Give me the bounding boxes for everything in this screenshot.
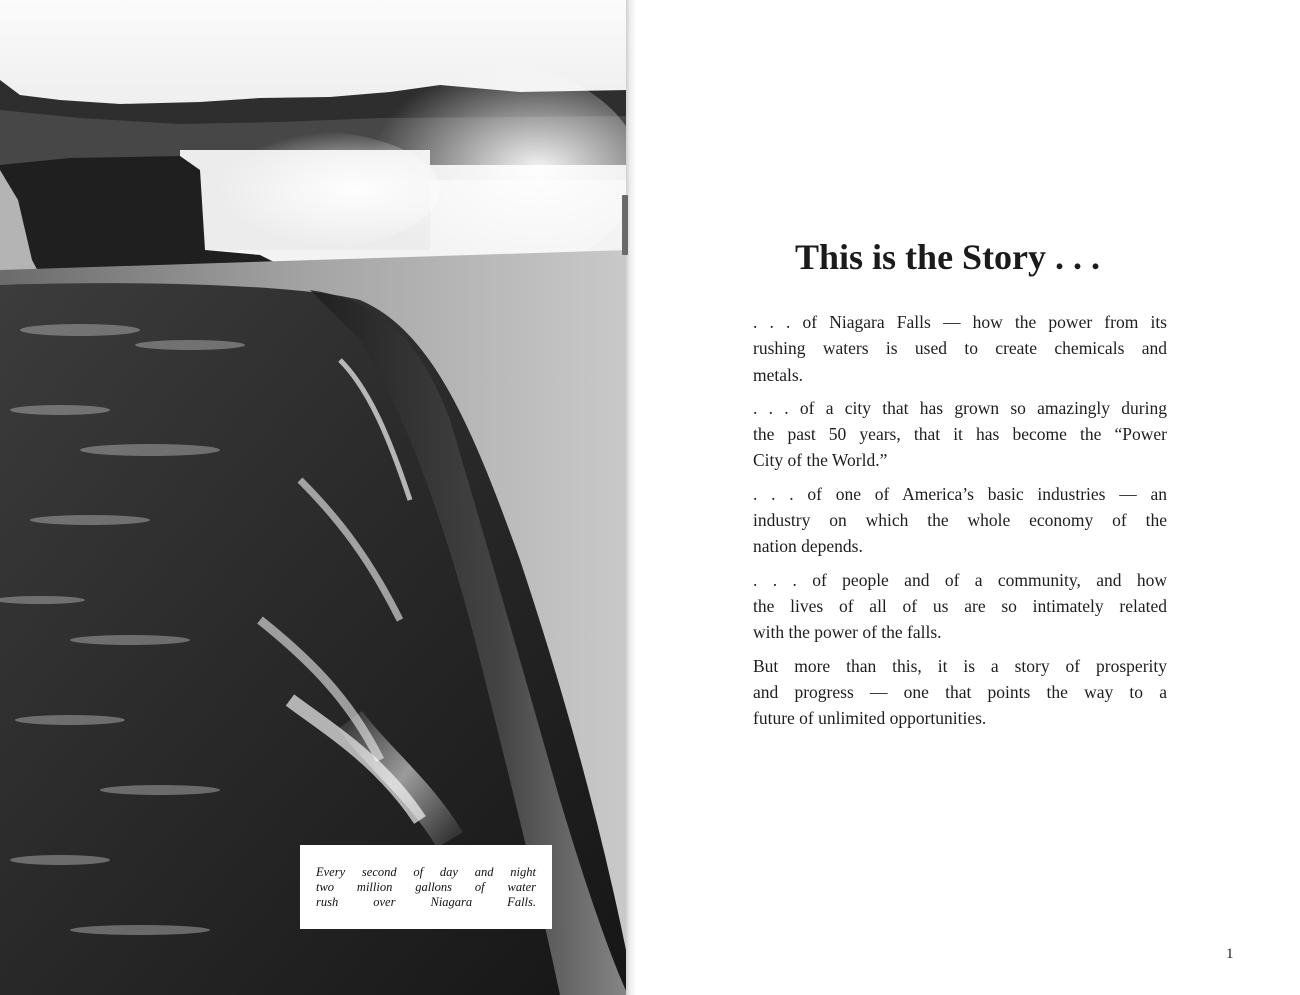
- right-page: [636, 0, 1300, 995]
- caption-line: Every second of day and night: [316, 865, 536, 879]
- text-line: . . . of Niagara Falls — how the power from its: [753, 312, 1167, 332]
- text-line: rushing waters is used to create chemicals and: [753, 338, 1167, 359]
- text-line: future of unlimited opportunities.: [753, 708, 987, 729]
- caption-line: rush over Niagara Falls.: [316, 895, 536, 909]
- story-body: [753, 309, 1167, 738]
- text-line: . . . of one of America’s basic industries — an: [753, 483, 1167, 504]
- story-paragraph: [753, 481, 1167, 560]
- text-line: metals.: [753, 364, 804, 385]
- story-paragraph: [753, 653, 1167, 732]
- left-page: [0, 0, 628, 995]
- story-paragraph: [753, 309, 1167, 388]
- story-paragraph: [753, 395, 1167, 474]
- binding-staple: [622, 195, 628, 255]
- text-line: . . . of a city that has grown so amazingly during: [753, 397, 1167, 418]
- page-gutter: [626, 0, 636, 995]
- text-line: nation depends.: [753, 536, 863, 557]
- text-line: the lives of all of us are so intimately related: [753, 595, 1167, 616]
- text-line: the past 50 years, that it has become the “Power: [753, 424, 1167, 445]
- text-line: But more than this, it is a story of prosperity: [753, 655, 1167, 676]
- text-line: industry on which the whole economy of the: [753, 510, 1167, 531]
- caption-line: two million gallons of water: [316, 880, 536, 894]
- story-paragraph: [753, 567, 1167, 646]
- text-line: and progress — one that points the way to a: [753, 681, 1167, 702]
- text-line: with the power of the falls.: [753, 622, 942, 643]
- text-line: . . . of people and of a community, and how: [753, 569, 1167, 590]
- photo-caption: [300, 845, 552, 929]
- page-number: 1: [1226, 946, 1234, 962]
- text-line: City of the World.”: [753, 450, 888, 471]
- page-title: This is the Story . . .: [795, 237, 1101, 277]
